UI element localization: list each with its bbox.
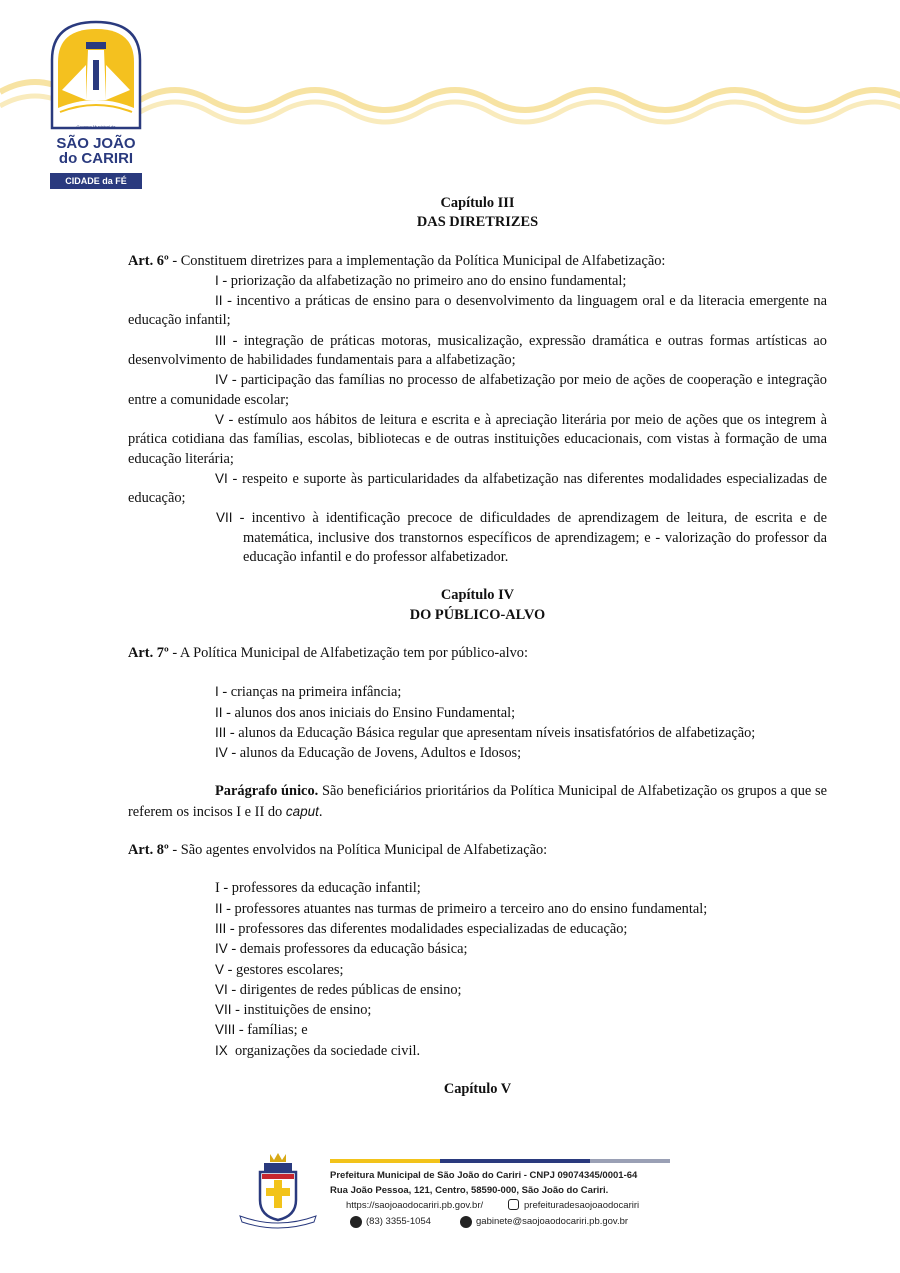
art-6-item: V - estímulo aos hábitos de leitura e escrita e à apreciação literária por meio de ações que os integrem à prática cotidiana das famílias, escolas, bibliotecas e de outras instituições educacionais, com vistas à formação de uma educação literária; bbox=[128, 411, 827, 467]
chapter-iii-subtitle: DAS DIRETRIZES bbox=[416, 214, 539, 231]
document-body bbox=[128, 194, 827, 1099]
art-7-item: III - alunos da Educação Básica regular que apresentam níveis insatisfatórios de alfabetização; bbox=[215, 724, 756, 741]
art-7 bbox=[128, 644, 827, 663]
art-7-label: Art. 7º bbox=[128, 644, 169, 661]
email-icon bbox=[460, 1216, 472, 1228]
art-6-item: IV - participação das famílias no processo de alfabetização por meio de ações de cooperação e integração entre a comunidade escolar; bbox=[128, 372, 827, 408]
chapter-iii-title: Capítulo III bbox=[440, 195, 515, 211]
art-6-item: VII - incentivo à identificação precoce de dificuldades de aprendizagem de leitura, de escrita e de matemática, inclusive dos transtornos específicos de aprendizagem; e - valorização do professor da educação infantil e do professor alfabetizador. bbox=[216, 510, 827, 566]
art-6-item: III - integração de práticas motoras, musicalização, expressão dramática e outras formas artísticas ao desenvolvimento de habilidades fundamentais para a alfabetização; bbox=[128, 332, 827, 369]
art-8-item: III - professores das diferentes modalidades especializadas de educação; bbox=[215, 920, 628, 937]
art-7-text: - A Política Municipal de Alfabetização tem por público-alvo: bbox=[168, 644, 528, 661]
phone-icon bbox=[350, 1216, 362, 1228]
art-6-text: - Constituem diretrizes para a implementação da Política Municipal de Alfabetização: bbox=[168, 252, 666, 269]
art-8-item: VII - instituições de ensino; bbox=[215, 1002, 372, 1019]
chapter-iv-title: Capítulo IV bbox=[440, 587, 515, 604]
chapter-v-title: Capítulo V bbox=[443, 1080, 512, 1097]
footer-line1: Prefeitura Municipal de São João do Cariri - CNPJ 09074345/0001-64 bbox=[330, 1170, 638, 1181]
footer-email[interactable]: gabinete@saojoaodocariri.pb.gov.br bbox=[476, 1216, 629, 1227]
paragrafo-label: Parágrafo único. bbox=[215, 783, 319, 800]
logo-small-text: Governo Municipal de bbox=[76, 124, 116, 129]
art-8-item: V - gestores escolares; bbox=[215, 961, 344, 978]
art-8-item: II - professores atuantes nas turmas de primeiro a terceiro ano do ensino fundamental; bbox=[215, 900, 708, 917]
municipal-logo bbox=[50, 20, 142, 186]
logo-emblem-icon bbox=[50, 20, 142, 130]
art-8-item: I - professores da educação infantil; bbox=[215, 880, 421, 897]
logo-tagline: CIDADE da FÉ bbox=[50, 173, 142, 189]
art-8-item: VI - dirigentes de redes públicas de ensino; bbox=[215, 981, 462, 998]
art-7-item: I - crianças na primeira infância; bbox=[215, 684, 402, 701]
coat-of-arms-icon bbox=[238, 1150, 318, 1230]
art-8-item: IX organizações da sociedade civil. bbox=[215, 1042, 421, 1059]
logo-name-line2: do CARIRI bbox=[58, 150, 134, 167]
art-6-item: VI - respeito e suporte às particularidades da alfabetização nas diferentes modalidades especializadas de educação; bbox=[128, 470, 827, 507]
chapter-iv-subtitle: DO PÚBLICO-ALVO bbox=[409, 606, 546, 623]
art-6-item: I - priorização da alfabetização no primeiro ano do ensino fundamental; bbox=[215, 272, 627, 289]
art-8-item: VIII - famílias; e bbox=[215, 1022, 308, 1039]
footer-phone: (83) 3355-1054 bbox=[366, 1216, 431, 1227]
logo-name-line1: SÃO JOÃO bbox=[56, 135, 136, 152]
page-footer bbox=[238, 1150, 678, 1230]
footer-site-link[interactable]: https://saojoaodocariri.pb.gov.br/ bbox=[346, 1200, 484, 1211]
art-7-item: IV - alunos da Educação de Jovens, Adultos e Idosos; bbox=[215, 745, 522, 762]
footer-instagram[interactable]: prefeituradesaojoaodocariri bbox=[524, 1200, 640, 1211]
art-6-item: II - incentivo a práticas de ensino para o desenvolvimento da linguagem oral e da literacia emergente na educação infantil; bbox=[128, 293, 827, 329]
instagram-icon bbox=[508, 1199, 519, 1210]
footer-line2: Rua João Pessoa, 121, Centro, 58590-000, São João do Cariri. bbox=[330, 1185, 609, 1196]
footer-color-bar bbox=[330, 1150, 670, 1154]
art-8-label: Art. 8º bbox=[128, 842, 169, 859]
art-7-item: II - alunos dos anos iniciais do Ensino Fundamental; bbox=[215, 704, 516, 721]
art-8-item: IV - demais professores da educação básica; bbox=[215, 941, 468, 958]
art-8-text: - São agentes envolvidos na Política Municipal de Alfabetização: bbox=[168, 842, 548, 859]
paragrafo-unico: Parágrafo único. São beneficiários prioritários da Política Municipal de Alfabetização os grupos a que se referem os incisos I e II do caput. bbox=[128, 783, 827, 820]
art-6-label: Art. 6º bbox=[128, 252, 169, 269]
art-8 bbox=[128, 841, 827, 860]
art-6 bbox=[128, 252, 827, 271]
